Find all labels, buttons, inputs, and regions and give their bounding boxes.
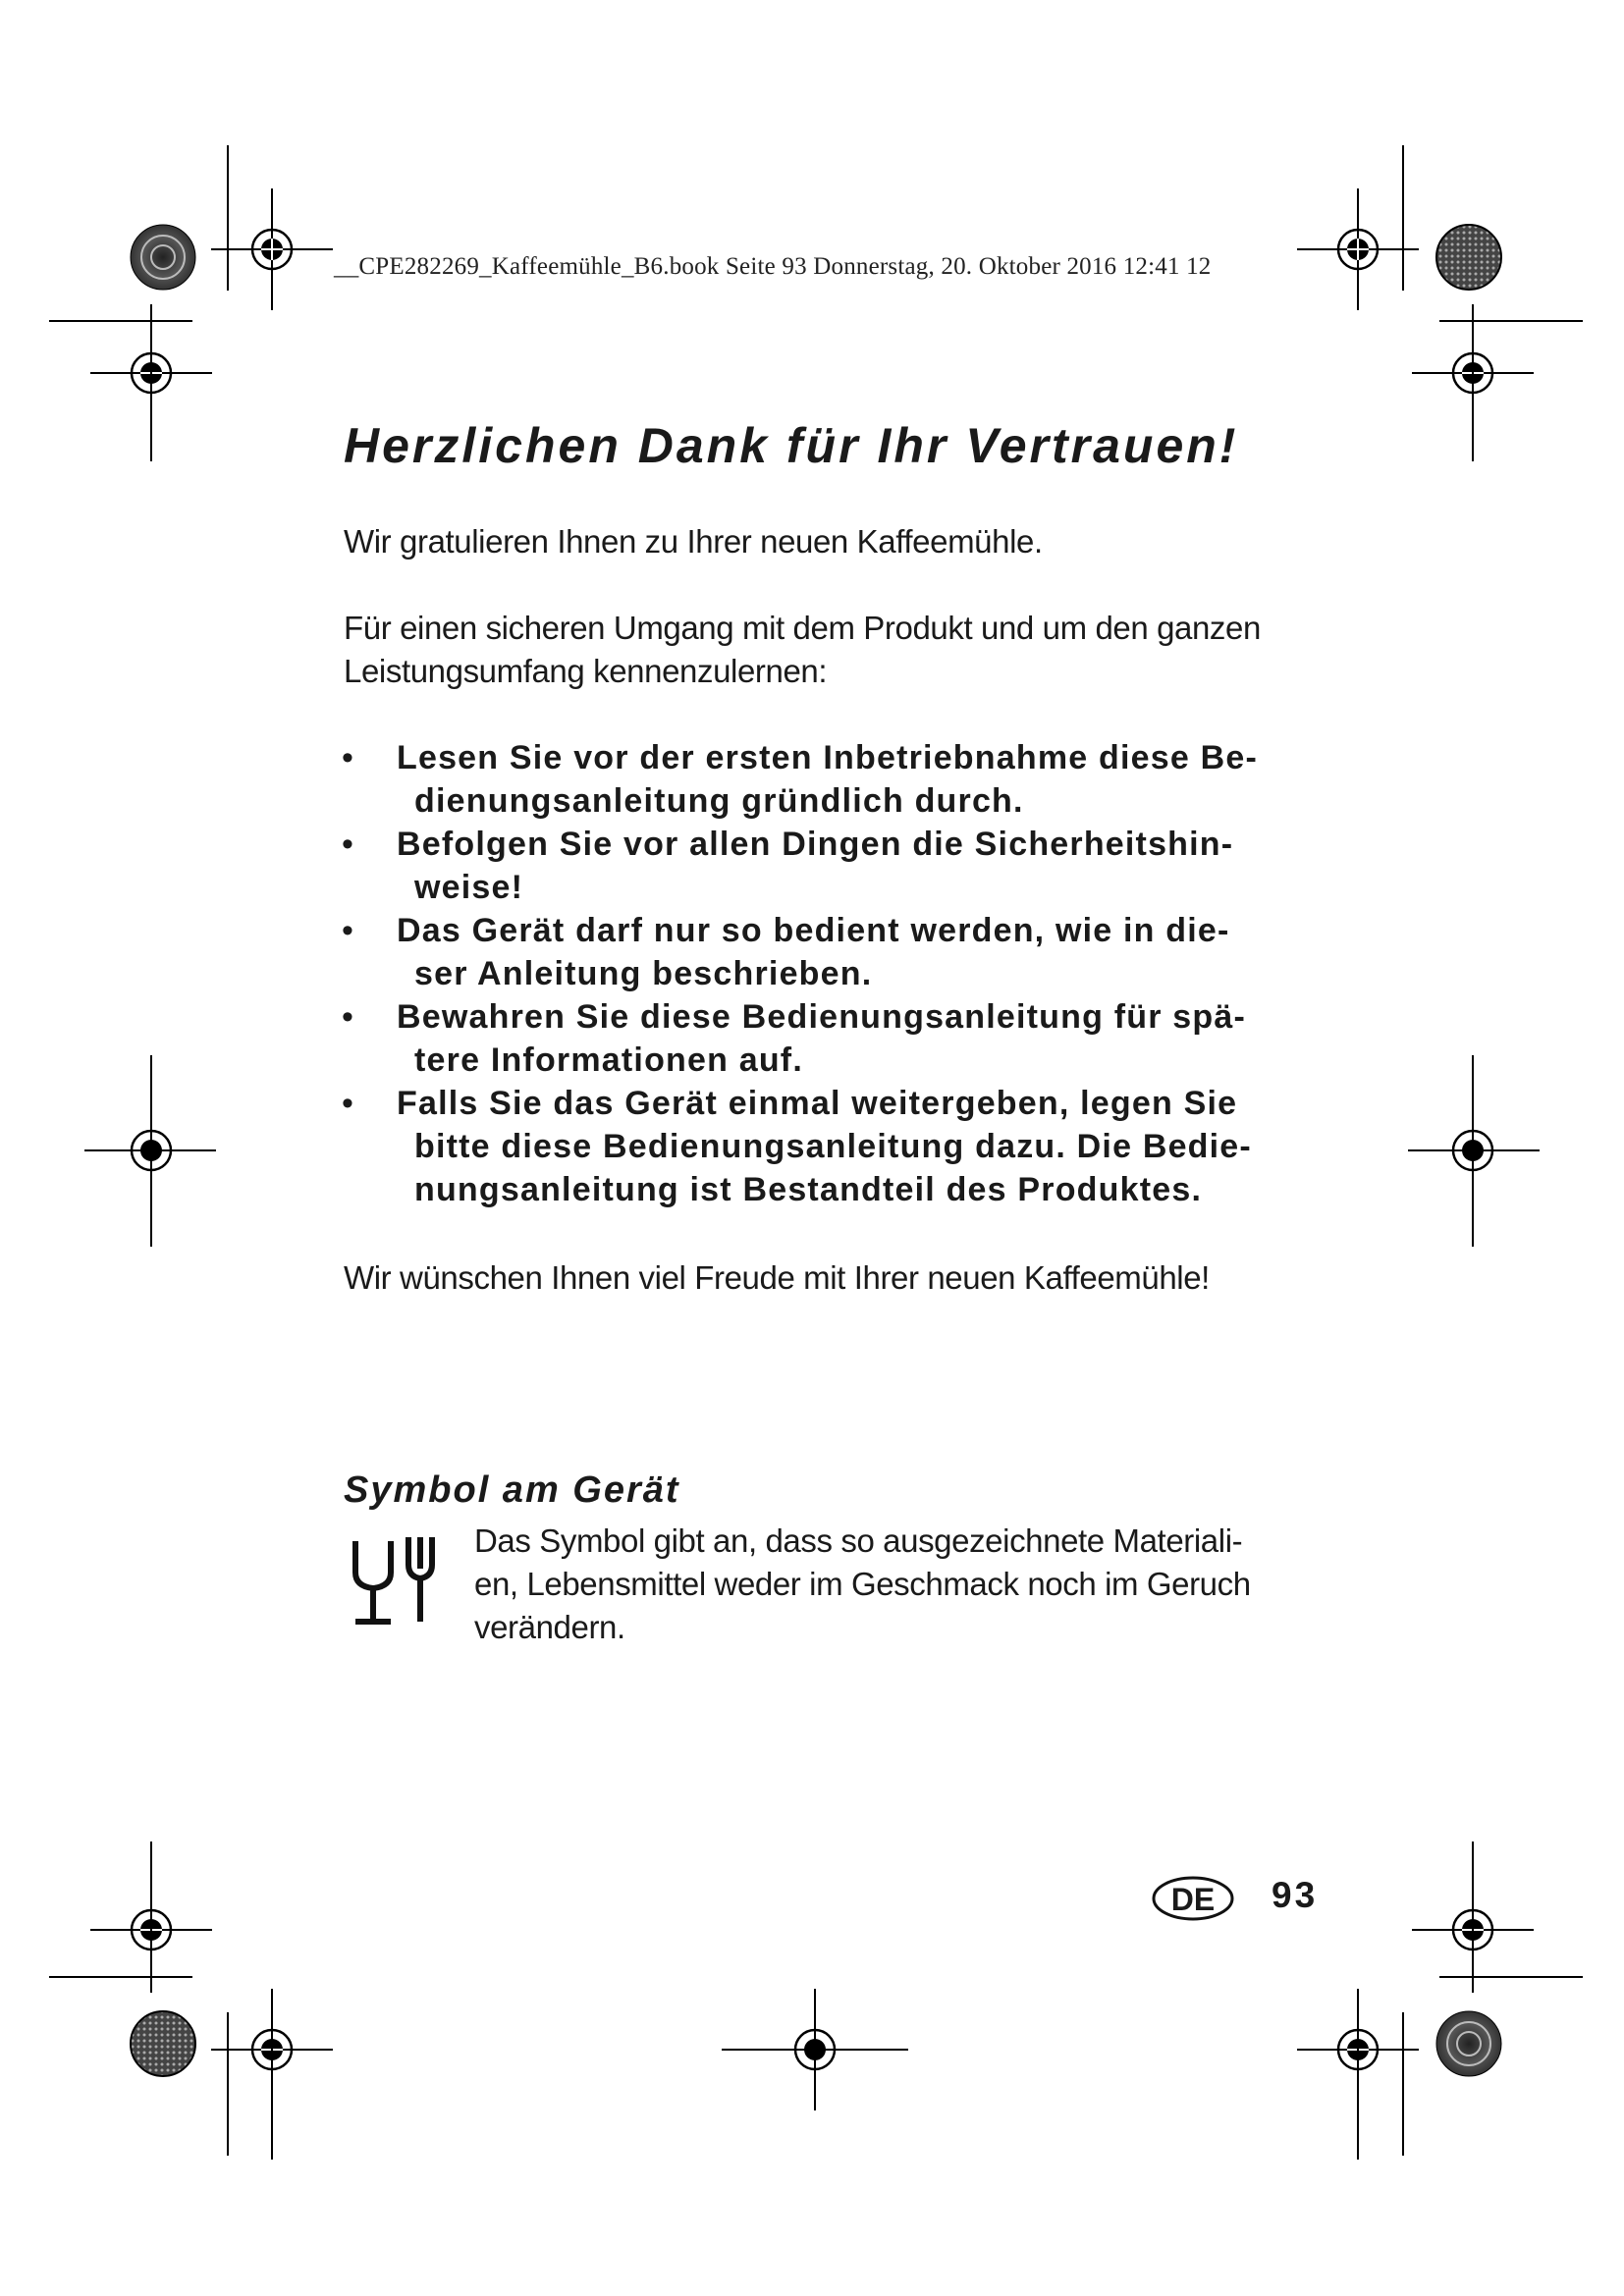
list-item-line: Das Gerät darf nur so bedient werden, wie in die-	[397, 912, 1230, 949]
starburst-mark-top-right	[1436, 225, 1501, 290]
list-item-line: weise!	[414, 869, 524, 906]
bullet-icon: •	[342, 826, 355, 863]
list-item-line: Lesen Sie vor der ersten Inbetriebnahme diese Be-	[397, 739, 1258, 776]
list-item-line: nungsanleitung ist Bestandteil des Produktes.	[414, 1171, 1203, 1208]
bullet-icon: •	[342, 1085, 355, 1122]
closing-paragraph: Wir wünschen Ihnen viel Freude mit Ihrer neuen Kaffeemühle!	[344, 1259, 1210, 1296]
list-item-line: Befolgen Sie vor allen Dingen die Sicherheitshin-	[397, 826, 1234, 863]
list-item	[340, 736, 1331, 823]
registration-mark	[1297, 188, 1419, 310]
safety-intro-paragraph	[344, 607, 1335, 693]
symbol-description-line: Das Symbol gibt an, dass so ausgezeichnete Materiali-	[474, 1522, 1243, 1559]
list-item-line: bitte diese Bedienungsanleitung dazu. Die Bedie-	[414, 1128, 1252, 1165]
list-item-line: Bewahren Sie diese Bedienungsanleitung für spä-	[397, 998, 1247, 1036]
safety-intro-line: Für einen sicheren Umgang mit dem Produkt und um den ganzen	[344, 610, 1261, 646]
registration-mark	[211, 188, 333, 310]
instruction-list	[340, 736, 1331, 1211]
bullet-icon: •	[342, 739, 355, 776]
list-item-line: Falls Sie das Gerät einmal weitergeben, legen Sie	[397, 1085, 1238, 1122]
starburst-mark-bottom-right	[1436, 2011, 1501, 2076]
list-item	[340, 823, 1331, 909]
starburst-mark-top-left	[131, 225, 195, 290]
page-title: Herzlichen Dank für Ihr Vertrauen!	[344, 418, 1239, 473]
list-item	[340, 1082, 1331, 1211]
symbol-description-line: verändern.	[474, 1609, 625, 1645]
list-item-line: dienungsanleitung gründlich durch.	[414, 782, 1024, 820]
starburst-mark-bottom-left	[131, 2011, 195, 2076]
list-item-line: tere Informationen auf.	[414, 1041, 803, 1079]
list-item-line: ser Anleitung beschrieben.	[414, 955, 873, 992]
list-item	[340, 909, 1331, 995]
safety-intro-line: Leistungsumfang kennenzulernen:	[344, 653, 828, 689]
symbol-description-line: en, Lebensmittel weder im Geschmack noch im Geruch	[474, 1566, 1251, 1602]
intro-paragraph: Wir gratulieren Ihnen zu Ihrer neuen Kaffeemühle.	[344, 523, 1043, 560]
page-number: 93	[1272, 1875, 1319, 1915]
language-badge: DE	[1170, 1882, 1216, 1917]
food-safe-glass-fork-icon	[350, 1529, 448, 1628]
list-item	[340, 995, 1331, 1082]
symbol-description	[474, 1520, 1338, 1649]
bullet-icon: •	[342, 998, 355, 1036]
bullet-icon: •	[342, 912, 355, 949]
print-slug: __CPE282269_Kaffeemühle_B6.book Seite 93 Donnerstag, 20. Oktober 2016 12:41 12	[334, 253, 1212, 280]
symbol-section-title: Symbol am Gerät	[344, 1469, 680, 1511]
